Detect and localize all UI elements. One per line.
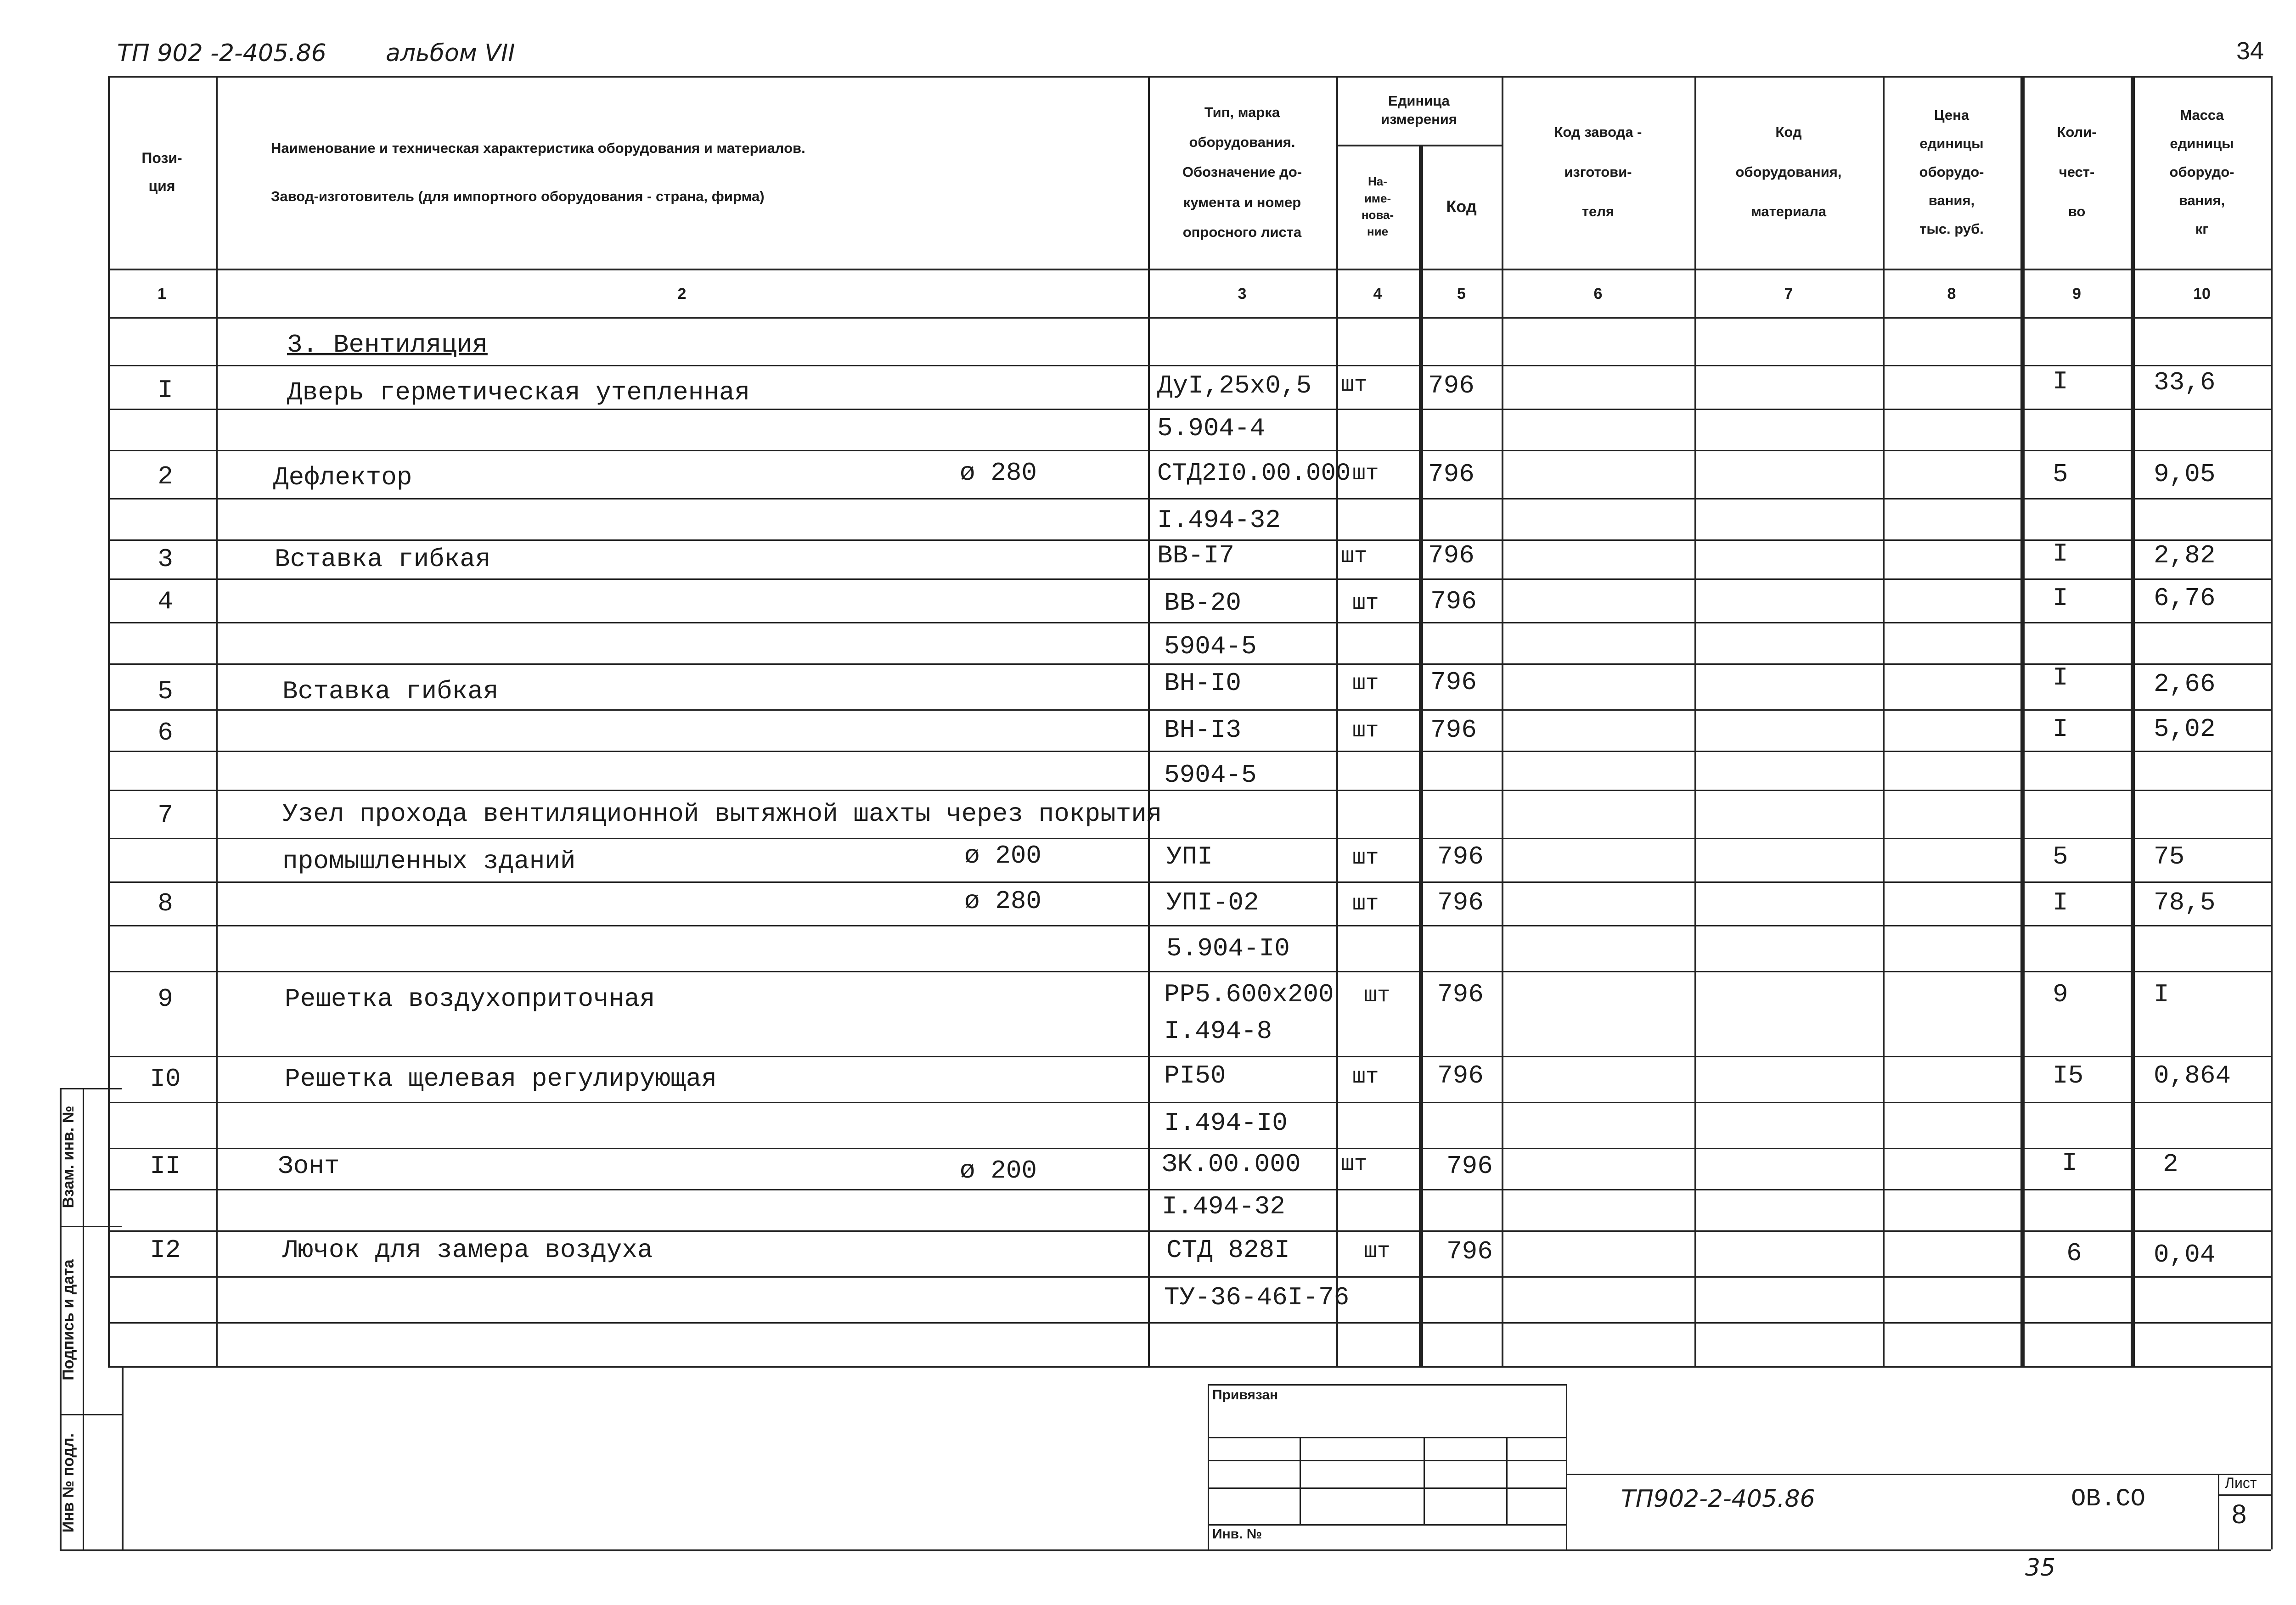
row-1-mass: 33,6 [2154,368,2216,397]
column-number-5: 5 [1457,285,1466,303]
row-9-quantity: 9 [2053,980,2068,1009]
header-type: Тип, марка оборудования. Обозначение до- кумента и номер опросного листа [1182,104,1302,240]
header-factory-code: Код завода - изготови- теля [1554,123,1642,220]
side-stamp-replacement-inventory: Взам. инв. № [60,1106,77,1208]
row-3-name: Вставка гибкая [275,544,491,574]
row-11-name: Зонт [278,1151,340,1181]
section-title: 3. Вентиляция [287,330,488,359]
row-1-position: I [158,376,173,405]
column-number-3: 3 [1238,285,1247,303]
row-10b-type: I.494-I0 [1164,1108,1288,1138]
row-6-quantity: I [2053,714,2068,744]
row-8b-type: 5.904-I0 [1166,934,1290,963]
row-5-mass: 2,66 [2154,669,2216,699]
row-8-unit-code: 796 [1437,888,1484,917]
row-5-type: ВН-I0 [1164,668,1242,698]
row-6b-type: 5904-5 [1164,760,1257,790]
row-4-type: ВВ-20 [1164,588,1242,617]
row-8-unit: шт [1352,892,1379,916]
row-2-type: СТД2I0.00.000 [1157,460,1351,488]
row-4-quantity: I [2053,584,2068,613]
row-7b-mass: 75 [2154,842,2185,871]
row-2-name: Дефлектор [273,463,412,492]
row-9-position: 9 [158,984,173,1014]
row-2-mass: 9,05 [2154,460,2216,489]
row-4-unit: шт [1352,591,1379,616]
stamp-sheet-number: 8 [2232,1499,2247,1529]
row-12-unit: шт [1364,1239,1390,1264]
stamp-bound-label: Привязан [1212,1387,1278,1403]
row-11-type: ЗК.00.000 [1162,1150,1301,1179]
row-3-unit-code: 796 [1428,541,1474,570]
stamp-document-code: ТП902-2-405.86 [1621,1485,1815,1513]
row-11-mass: 2 [2163,1150,2178,1179]
row-6-position: 6 [158,718,173,747]
row-7-name: Узел прохода вентиляционной вытяжной шахты через покрытия [282,799,1162,829]
row-3-unit: шт [1341,544,1367,569]
page-number: 34 [2236,37,2264,65]
column-number-7: 7 [1784,285,1793,303]
column-number-6: 6 [1593,285,1603,303]
row-9-name: Решетка воздухоприточная [285,984,655,1014]
row-10-position: I0 [150,1064,181,1094]
row-10-quantity: I5 [2053,1061,2084,1090]
row-1-unit-code: 796 [1428,371,1474,400]
row-2-diameter: ø 280 [960,458,1037,488]
row-4b-type: 5904-5 [1164,632,1257,661]
row-4-unit-code: 796 [1430,587,1477,616]
row-10-mass: 0,864 [2154,1061,2231,1090]
header-quantity: Коли- чест- во [2057,123,2097,220]
stamp-section: ОВ.СО [2071,1485,2146,1513]
column-number-4: 4 [1373,285,1382,303]
row-4-position: 4 [158,587,173,616]
row-10-unit-code: 796 [1437,1061,1484,1090]
row-7b-quantity: 5 [2053,842,2068,871]
row-12b-type: ТУ-36-46I-76 [1164,1283,1350,1312]
row-1b-type: 5.904-4 [1157,414,1266,443]
row-5-position: 5 [158,677,173,706]
row-10-name: Решетка щелевая регулирующая [285,1064,717,1094]
row-8-type: УПI-02 [1166,888,1259,917]
column-number-2: 2 [677,285,687,303]
row-1-quantity: I [2053,367,2068,396]
header-unit-code: Код [1446,196,1477,216]
row-12-mass: 0,04 [2154,1240,2216,1269]
row-11-quantity: I [2062,1148,2077,1178]
header-name: Наименование и техническая характеристика оборудования и материалов. Завод-изготовитель (для импортного оборудования - страна, фирма) [271,140,805,204]
row-3-mass: 2,82 [2154,541,2216,570]
row-9-unit-code: 796 [1437,980,1484,1009]
column-number-8: 8 [1947,285,1956,303]
column-number-9: 9 [2072,285,2081,303]
bottom-note: 35 [2025,1554,2056,1582]
row-5-unit: шт [1352,671,1379,696]
row-2-unit: шт [1352,461,1379,486]
row-7b-unit: шт [1352,846,1379,870]
row-3-type: ВВ-I7 [1157,541,1235,570]
header-unit-name: На- име- нова- ние [1361,174,1394,239]
album-label: альбом VII [386,39,515,67]
header-equipment-code: Код оборудования, материала [1735,123,1842,220]
row-2-unit-code: 796 [1428,460,1474,489]
stamp-sheet-label: Лист [2225,1475,2257,1491]
row-12-name: Лючок для замера воздуха [282,1235,653,1265]
header-position: Пози- ция [141,150,182,194]
row-7b-diameter: ø 200 [964,841,1042,870]
row-7b-type: УПI [1166,842,1213,871]
row-11-position: II [150,1151,181,1181]
row-1-unit: шт [1341,373,1367,398]
row-11b-type: I.494-32 [1162,1192,1285,1221]
row-9b-type: I.494-8 [1164,1016,1272,1046]
row-11-unit: шт [1341,1152,1367,1177]
row-1-type: ДуI,25х0,5 [1157,371,1312,400]
row-8-quantity: I [2053,888,2068,917]
row-12-quantity: 6 [2066,1239,2082,1268]
row-11-unit-code: 796 [1446,1151,1493,1181]
row-4-mass: 6,76 [2154,584,2216,613]
row-6-type: ВН-I3 [1164,715,1242,745]
row-7-position: 7 [158,801,173,830]
row-8-diameter: ø 280 [964,887,1042,916]
row-9-unit: шт [1364,983,1390,1008]
row-6-mass: 5,02 [2154,714,2216,744]
row-1-name: Дверь герметическая утепленная [287,378,750,407]
row-5-name: Вставка гибкая [282,677,499,706]
row-7b-name: промышленных зданий [282,847,576,876]
row-12-type: СТД 828I [1166,1235,1290,1265]
row-7b-unit-code: 796 [1437,842,1484,871]
row-3-quantity: I [2053,539,2068,568]
side-stamp-original-inventory: Инв № подл. [60,1433,77,1533]
header-unit-mass: Масса единицы оборудо- вания, кг [2169,107,2234,237]
row-9-mass: I [2154,980,2169,1009]
row-8-position: 8 [158,889,173,918]
document-reference: ТП 902 -2-405.86 [117,39,326,67]
row-12-unit-code: 796 [1446,1237,1493,1266]
row-6-unit-code: 796 [1430,715,1477,745]
row-11-diameter: ø 200 [960,1156,1037,1185]
side-stamp-signature-date: Подпись и дата [60,1259,77,1381]
row-8-mass: 78,5 [2154,888,2216,917]
row-6-unit: шт [1352,718,1379,743]
header-unit-price: Цена единицы оборудо- вания, тыс. руб. [1919,107,1984,237]
row-5-quantity: I [2053,663,2068,692]
row-5-unit-code: 796 [1430,668,1477,697]
row-2-quantity: 5 [2053,460,2068,489]
row-2b-type: I.494-32 [1157,505,1281,535]
column-number-1: 1 [158,285,166,303]
row-2-position: 2 [158,462,173,491]
row-9-type: РР5.600х200 [1164,980,1334,1009]
row-10-type: РI50 [1164,1061,1226,1090]
stamp-inventory-label: Инв. № [1212,1526,1262,1542]
header-unit-group: Единица измерения [1381,92,1457,127]
row-12-position: I2 [150,1235,181,1265]
row-10-unit: шт [1352,1065,1379,1089]
column-number-10: 10 [2193,285,2211,303]
row-3-position: 3 [158,544,173,574]
